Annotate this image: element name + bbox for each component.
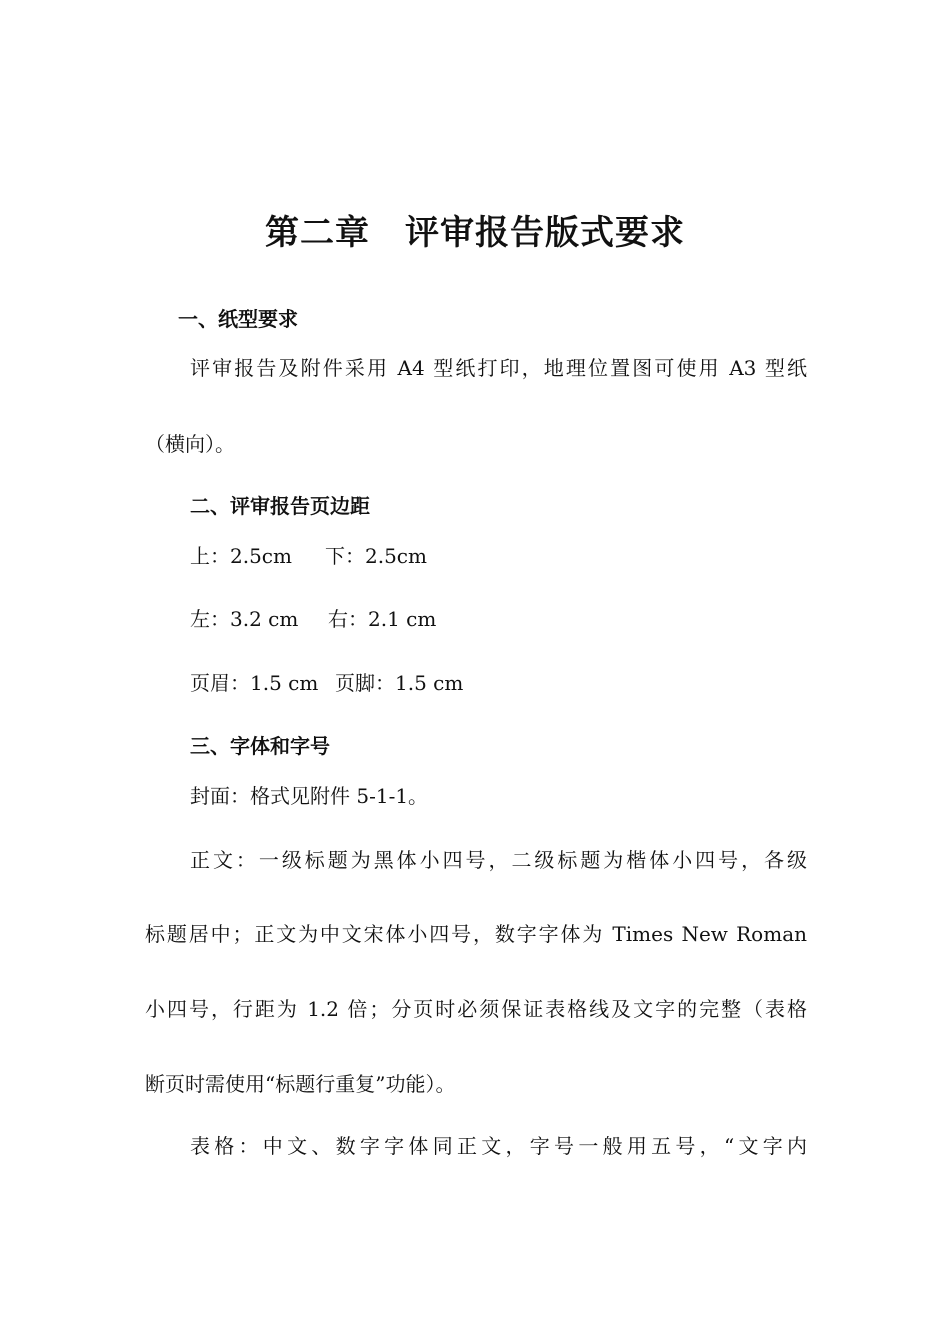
section-heading-margins: 二、评审报告页边距 <box>190 494 370 518</box>
footer-distance: 页脚：1.5 cm <box>335 671 464 695</box>
table-text-line-1: 表格：中文、数字字体同正文，字号一般用五号，“文字内 <box>190 1134 807 1158</box>
body-text-line-4: 断页时需使用“标题行重复”功能）。 <box>145 1072 456 1096</box>
body-text-line-3: 小四号，行距为 1.2 倍；分页时必须保证表格线及文字的完整（表格 <box>145 997 807 1021</box>
section-heading-fonts: 三、字体和字号 <box>190 734 330 758</box>
section-heading-paper: 一、纸型要求 <box>178 307 298 331</box>
margin-top: 上：2.5cm <box>190 544 292 568</box>
margin-left: 左：3.2 cm <box>190 607 299 631</box>
cover-text: 封面：格式见附件 5-1-1。 <box>190 784 429 808</box>
paper-text-line-1: 评审报告及附件采用 A4 型纸打印，地理位置图可使用 A3 型纸 <box>190 356 807 380</box>
paper-text-line-2: （横向）。 <box>145 432 235 456</box>
chapter-title: 第二章 评审报告版式要求 <box>265 213 685 253</box>
body-text-line-1: 正文：一级标题为黑体小四号，二级标题为楷体小四号，各级 <box>190 848 807 872</box>
header-distance: 页眉：1.5 cm <box>190 671 319 695</box>
margin-bottom: 下：2.5cm <box>325 544 427 568</box>
margin-right: 右：2.1 cm <box>328 607 437 631</box>
body-text-line-2: 标题居中；正文为中文宋体小四号，数字字体为 Times New Roman <box>145 922 807 946</box>
